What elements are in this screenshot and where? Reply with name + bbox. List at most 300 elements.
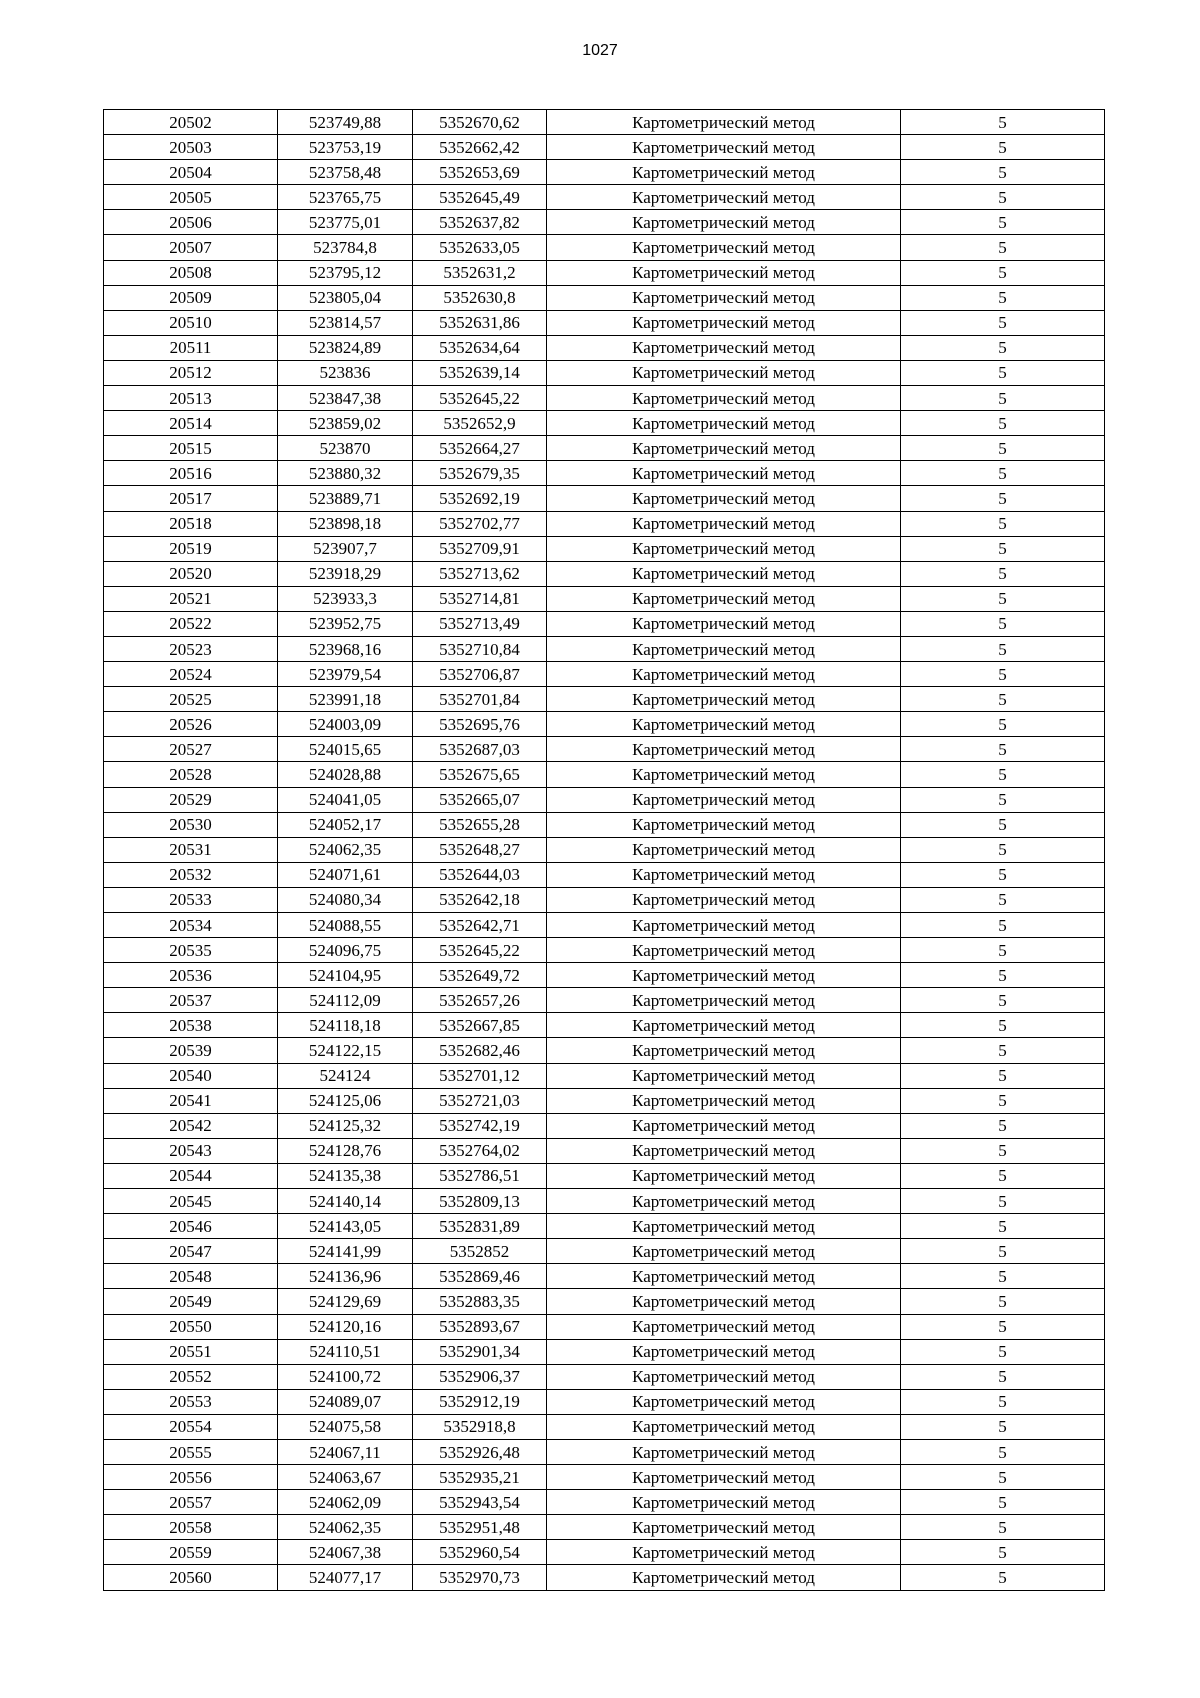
table-row [104, 235, 1105, 260]
y-coordinate-cell: 5352713,49 [413, 611, 547, 636]
y-coordinate-cell: 5352742,19 [413, 1113, 547, 1138]
y-coordinate-cell: 5352682,46 [413, 1038, 547, 1063]
accuracy-cell: 5 [901, 536, 1105, 561]
x-coordinate-cell: 524041,05 [278, 787, 413, 812]
method-cell: Картометрический метод [547, 536, 901, 561]
accuracy-cell: 5 [901, 1163, 1105, 1188]
point-number-cell: 20532 [104, 862, 278, 887]
accuracy-cell: 5 [901, 636, 1105, 661]
point-number-cell: 20526 [104, 712, 278, 737]
point-number-cell: 20515 [104, 436, 278, 461]
accuracy-cell: 5 [901, 461, 1105, 486]
y-coordinate-cell: 5352960,54 [413, 1540, 547, 1565]
method-cell: Картометрический метод [547, 486, 901, 511]
method-cell: Картометрический метод [547, 1138, 901, 1163]
point-number-cell: 20502 [104, 110, 278, 135]
accuracy-cell: 5 [901, 1063, 1105, 1088]
y-coordinate-cell: 5352675,65 [413, 762, 547, 787]
accuracy-cell: 5 [901, 511, 1105, 536]
y-coordinate-cell: 5352642,18 [413, 887, 547, 912]
x-coordinate-cell: 523814,57 [278, 310, 413, 335]
method-cell: Картометрический метод [547, 812, 901, 837]
point-number-cell: 20547 [104, 1239, 278, 1264]
table-row [104, 636, 1105, 661]
point-number-cell: 20549 [104, 1289, 278, 1314]
y-coordinate-cell: 5352653,69 [413, 160, 547, 185]
y-coordinate-cell: 5352687,03 [413, 737, 547, 762]
x-coordinate-cell: 524063,67 [278, 1465, 413, 1490]
point-number-cell: 20552 [104, 1364, 278, 1389]
x-coordinate-cell: 523889,71 [278, 486, 413, 511]
accuracy-cell: 5 [901, 360, 1105, 385]
accuracy-cell: 5 [901, 737, 1105, 762]
accuracy-cell: 5 [901, 712, 1105, 737]
table-row [104, 1314, 1105, 1339]
y-coordinate-cell: 5352901,34 [413, 1339, 547, 1364]
method-cell: Картометрический метод [547, 110, 901, 135]
method-cell: Картометрический метод [547, 1364, 901, 1389]
point-number-cell: 20555 [104, 1439, 278, 1464]
table-row [104, 461, 1105, 486]
x-coordinate-cell: 523847,38 [278, 386, 413, 411]
table-row [104, 762, 1105, 787]
y-coordinate-cell: 5352630,8 [413, 285, 547, 310]
accuracy-cell: 5 [901, 436, 1105, 461]
x-coordinate-cell: 523952,75 [278, 611, 413, 636]
point-number-cell: 20536 [104, 963, 278, 988]
table-row [104, 1038, 1105, 1063]
y-coordinate-cell: 5352710,84 [413, 636, 547, 661]
accuracy-cell: 5 [901, 687, 1105, 712]
point-number-cell: 20554 [104, 1414, 278, 1439]
table-row [104, 1364, 1105, 1389]
table-row [104, 963, 1105, 988]
method-cell: Картометрический метод [547, 436, 901, 461]
y-coordinate-cell: 5352648,27 [413, 837, 547, 862]
accuracy-cell: 5 [901, 260, 1105, 285]
x-coordinate-cell: 524071,61 [278, 862, 413, 887]
point-number-cell: 20524 [104, 662, 278, 687]
y-coordinate-cell: 5352644,03 [413, 862, 547, 887]
point-number-cell: 20527 [104, 737, 278, 762]
y-coordinate-cell: 5352633,05 [413, 235, 547, 260]
accuracy-cell: 5 [901, 787, 1105, 812]
x-coordinate-cell: 523784,8 [278, 235, 413, 260]
method-cell: Картометрический метод [547, 360, 901, 385]
point-number-cell: 20505 [104, 185, 278, 210]
method-cell: Картометрический метод [547, 1113, 901, 1138]
x-coordinate-cell: 523979,54 [278, 662, 413, 687]
accuracy-cell: 5 [901, 135, 1105, 160]
y-coordinate-cell: 5352852 [413, 1239, 547, 1264]
accuracy-cell: 5 [901, 1214, 1105, 1239]
x-coordinate-cell: 523898,18 [278, 511, 413, 536]
point-number-cell: 20523 [104, 636, 278, 661]
y-coordinate-cell: 5352951,48 [413, 1515, 547, 1540]
y-coordinate-cell: 5352764,02 [413, 1138, 547, 1163]
accuracy-cell: 5 [901, 486, 1105, 511]
method-cell: Картометрический метод [547, 210, 901, 235]
point-number-cell: 20545 [104, 1189, 278, 1214]
accuracy-cell: 5 [901, 335, 1105, 360]
x-coordinate-cell: 524118,18 [278, 1013, 413, 1038]
x-coordinate-cell: 523805,04 [278, 285, 413, 310]
x-coordinate-cell: 524028,88 [278, 762, 413, 787]
y-coordinate-cell: 5352869,46 [413, 1264, 547, 1289]
y-coordinate-cell: 5352631,86 [413, 310, 547, 335]
y-coordinate-cell: 5352645,22 [413, 938, 547, 963]
method-cell: Картометрический метод [547, 461, 901, 486]
method-cell: Картометрический метод [547, 611, 901, 636]
method-cell: Картометрический метод [547, 586, 901, 611]
table-row [104, 1163, 1105, 1188]
accuracy-cell: 5 [901, 887, 1105, 912]
x-coordinate-cell: 524062,35 [278, 1515, 413, 1540]
table-row [104, 988, 1105, 1013]
accuracy-cell: 5 [901, 210, 1105, 235]
table-row [104, 260, 1105, 285]
point-number-cell: 20553 [104, 1389, 278, 1414]
table-row [104, 160, 1105, 185]
y-coordinate-cell: 5352701,12 [413, 1063, 547, 1088]
accuracy-cell: 5 [901, 1013, 1105, 1038]
accuracy-cell: 5 [901, 1389, 1105, 1414]
x-coordinate-cell: 524140,14 [278, 1189, 413, 1214]
accuracy-cell: 5 [901, 561, 1105, 586]
x-coordinate-cell: 524125,06 [278, 1088, 413, 1113]
method-cell: Картометрический метод [547, 1214, 901, 1239]
method-cell: Картометрический метод [547, 511, 901, 536]
point-number-cell: 20522 [104, 611, 278, 636]
y-coordinate-cell: 5352714,81 [413, 586, 547, 611]
x-coordinate-cell: 524096,75 [278, 938, 413, 963]
accuracy-cell: 5 [901, 1465, 1105, 1490]
accuracy-cell: 5 [901, 938, 1105, 963]
point-number-cell: 20528 [104, 762, 278, 787]
point-number-cell: 20531 [104, 837, 278, 862]
x-coordinate-cell: 524135,38 [278, 1163, 413, 1188]
x-coordinate-cell: 524104,95 [278, 963, 413, 988]
method-cell: Картометрический метод [547, 1540, 901, 1565]
table-row [104, 662, 1105, 687]
method-cell: Картометрический метод [547, 1189, 901, 1214]
accuracy-cell: 5 [901, 862, 1105, 887]
accuracy-cell: 5 [901, 1264, 1105, 1289]
x-coordinate-cell: 523758,48 [278, 160, 413, 185]
method-cell: Картометрический метод [547, 335, 901, 360]
accuracy-cell: 5 [901, 235, 1105, 260]
x-coordinate-cell: 523795,12 [278, 260, 413, 285]
method-cell: Картометрический метод [547, 411, 901, 436]
x-coordinate-cell: 524124 [278, 1063, 413, 1088]
accuracy-cell: 5 [901, 1088, 1105, 1113]
point-number-cell: 20506 [104, 210, 278, 235]
accuracy-cell: 5 [901, 1364, 1105, 1389]
accuracy-cell: 5 [901, 285, 1105, 310]
method-cell: Картометрический метод [547, 1414, 901, 1439]
point-number-cell: 20538 [104, 1013, 278, 1038]
table-row [104, 1063, 1105, 1088]
point-number-cell: 20543 [104, 1138, 278, 1163]
table-row [104, 386, 1105, 411]
y-coordinate-cell: 5352701,84 [413, 687, 547, 712]
coordinates-table [103, 109, 1105, 1591]
x-coordinate-cell: 524052,17 [278, 812, 413, 837]
point-number-cell: 20537 [104, 988, 278, 1013]
method-cell: Картометрический метод [547, 185, 901, 210]
x-coordinate-cell: 523870 [278, 436, 413, 461]
y-coordinate-cell: 5352645,22 [413, 386, 547, 411]
x-coordinate-cell: 524080,34 [278, 887, 413, 912]
x-coordinate-cell: 524141,99 [278, 1239, 413, 1264]
method-cell: Картометрический метод [547, 260, 901, 285]
point-number-cell: 20507 [104, 235, 278, 260]
y-coordinate-cell: 5352893,67 [413, 1314, 547, 1339]
point-number-cell: 20530 [104, 812, 278, 837]
accuracy-cell: 5 [901, 1314, 1105, 1339]
x-coordinate-cell: 523824,89 [278, 335, 413, 360]
method-cell: Картометрический метод [547, 1239, 901, 1264]
x-coordinate-cell: 523859,02 [278, 411, 413, 436]
method-cell: Картометрический метод [547, 988, 901, 1013]
y-coordinate-cell: 5352645,49 [413, 185, 547, 210]
method-cell: Картометрический метод [547, 561, 901, 586]
method-cell: Картометрический метод [547, 938, 901, 963]
accuracy-cell: 5 [901, 963, 1105, 988]
method-cell: Картометрический метод [547, 787, 901, 812]
table-row [104, 837, 1105, 862]
point-number-cell: 20550 [104, 1314, 278, 1339]
method-cell: Картометрический метод [547, 285, 901, 310]
accuracy-cell: 5 [901, 411, 1105, 436]
point-number-cell: 20520 [104, 561, 278, 586]
x-coordinate-cell: 523765,75 [278, 185, 413, 210]
accuracy-cell: 5 [901, 1289, 1105, 1314]
y-coordinate-cell: 5352664,27 [413, 436, 547, 461]
accuracy-cell: 5 [901, 1138, 1105, 1163]
table-row [104, 135, 1105, 160]
accuracy-cell: 5 [901, 1490, 1105, 1515]
y-coordinate-cell: 5352692,19 [413, 486, 547, 511]
point-number-cell: 20556 [104, 1465, 278, 1490]
x-coordinate-cell: 524112,09 [278, 988, 413, 1013]
table-row [104, 887, 1105, 912]
y-coordinate-cell: 5352906,37 [413, 1364, 547, 1389]
point-number-cell: 20535 [104, 938, 278, 963]
y-coordinate-cell: 5352670,62 [413, 110, 547, 135]
method-cell: Картометрический метод [547, 1063, 901, 1088]
point-number-cell: 20525 [104, 687, 278, 712]
accuracy-cell: 5 [901, 160, 1105, 185]
table-row [104, 310, 1105, 335]
accuracy-cell: 5 [901, 611, 1105, 636]
x-coordinate-cell: 523775,01 [278, 210, 413, 235]
y-coordinate-cell: 5352912,19 [413, 1389, 547, 1414]
table-row [104, 110, 1105, 135]
point-number-cell: 20503 [104, 135, 278, 160]
y-coordinate-cell: 5352662,42 [413, 135, 547, 160]
y-coordinate-cell: 5352679,35 [413, 461, 547, 486]
y-coordinate-cell: 5352935,21 [413, 1465, 547, 1490]
accuracy-cell: 5 [901, 1565, 1105, 1590]
table-row [104, 1515, 1105, 1540]
x-coordinate-cell: 524089,07 [278, 1389, 413, 1414]
x-coordinate-cell: 524128,76 [278, 1138, 413, 1163]
table-row [104, 185, 1105, 210]
point-number-cell: 20539 [104, 1038, 278, 1063]
table-row [104, 1465, 1105, 1490]
table-row [104, 1113, 1105, 1138]
x-coordinate-cell: 524088,55 [278, 913, 413, 938]
point-number-cell: 20551 [104, 1339, 278, 1364]
table-row [104, 1264, 1105, 1289]
x-coordinate-cell: 523907,7 [278, 536, 413, 561]
method-cell: Картометрический метод [547, 662, 901, 687]
method-cell: Картометрический метод [547, 1088, 901, 1113]
x-coordinate-cell: 524062,09 [278, 1490, 413, 1515]
method-cell: Картометрический метод [547, 913, 901, 938]
method-cell: Картометрический метод [547, 1490, 901, 1515]
y-coordinate-cell: 5352665,07 [413, 787, 547, 812]
y-coordinate-cell: 5352918,8 [413, 1414, 547, 1439]
x-coordinate-cell: 524122,15 [278, 1038, 413, 1063]
y-coordinate-cell: 5352637,82 [413, 210, 547, 235]
accuracy-cell: 5 [901, 913, 1105, 938]
y-coordinate-cell: 5352657,26 [413, 988, 547, 1013]
accuracy-cell: 5 [901, 586, 1105, 611]
method-cell: Картометрический метод [547, 1339, 901, 1364]
y-coordinate-cell: 5352642,71 [413, 913, 547, 938]
y-coordinate-cell: 5352655,28 [413, 812, 547, 837]
y-coordinate-cell: 5352809,13 [413, 1189, 547, 1214]
table-row [104, 1490, 1105, 1515]
x-coordinate-cell: 523749,88 [278, 110, 413, 135]
point-number-cell: 20542 [104, 1113, 278, 1138]
accuracy-cell: 5 [901, 110, 1105, 135]
x-coordinate-cell: 523918,29 [278, 561, 413, 586]
point-number-cell: 20510 [104, 310, 278, 335]
table-row [104, 1289, 1105, 1314]
table-row [104, 486, 1105, 511]
accuracy-cell: 5 [901, 1038, 1105, 1063]
table-row [104, 335, 1105, 360]
table-row [104, 285, 1105, 310]
accuracy-cell: 5 [901, 1189, 1105, 1214]
point-number-cell: 20540 [104, 1063, 278, 1088]
table-row [104, 862, 1105, 887]
accuracy-cell: 5 [901, 310, 1105, 335]
point-number-cell: 20513 [104, 386, 278, 411]
table-row [104, 586, 1105, 611]
accuracy-cell: 5 [901, 1414, 1105, 1439]
method-cell: Картометрический метод [547, 1013, 901, 1038]
method-cell: Картометрический метод [547, 1038, 901, 1063]
point-number-cell: 20546 [104, 1214, 278, 1239]
point-number-cell: 20508 [104, 260, 278, 285]
table-row [104, 1439, 1105, 1464]
point-number-cell: 20548 [104, 1264, 278, 1289]
table-row [104, 511, 1105, 536]
x-coordinate-cell: 523836 [278, 360, 413, 385]
y-coordinate-cell: 5352970,73 [413, 1565, 547, 1590]
method-cell: Картометрический метод [547, 687, 901, 712]
point-number-cell: 20558 [104, 1515, 278, 1540]
y-coordinate-cell: 5352631,2 [413, 260, 547, 285]
accuracy-cell: 5 [901, 762, 1105, 787]
x-coordinate-cell: 523880,32 [278, 461, 413, 486]
x-coordinate-cell: 523933,3 [278, 586, 413, 611]
table-row [104, 210, 1105, 235]
method-cell: Картометрический метод [547, 837, 901, 862]
method-cell: Картометрический метод [547, 1264, 901, 1289]
x-coordinate-cell: 524110,51 [278, 1339, 413, 1364]
coordinates-table-body [104, 110, 1105, 1591]
accuracy-cell: 5 [901, 988, 1105, 1013]
point-number-cell: 20519 [104, 536, 278, 561]
accuracy-cell: 5 [901, 1540, 1105, 1565]
y-coordinate-cell: 5352649,72 [413, 963, 547, 988]
y-coordinate-cell: 5352721,03 [413, 1088, 547, 1113]
x-coordinate-cell: 523991,18 [278, 687, 413, 712]
method-cell: Картометрический метод [547, 1314, 901, 1339]
table-row [104, 360, 1105, 385]
page-number: 1027 [582, 42, 618, 59]
table-row [104, 687, 1105, 712]
accuracy-cell: 5 [901, 1339, 1105, 1364]
x-coordinate-cell: 524075,58 [278, 1414, 413, 1439]
table-row [104, 1565, 1105, 1590]
point-number-cell: 20521 [104, 586, 278, 611]
table-row [104, 536, 1105, 561]
method-cell: Картометрический метод [547, 737, 901, 762]
method-cell: Картометрический метод [547, 862, 901, 887]
accuracy-cell: 5 [901, 812, 1105, 837]
point-number-cell: 20504 [104, 160, 278, 185]
method-cell: Картометрический метод [547, 135, 901, 160]
table-row [104, 1239, 1105, 1264]
method-cell: Картометрический метод [547, 1465, 901, 1490]
x-coordinate-cell: 524077,17 [278, 1565, 413, 1590]
x-coordinate-cell: 524062,35 [278, 837, 413, 862]
y-coordinate-cell: 5352831,89 [413, 1214, 547, 1239]
point-number-cell: 20511 [104, 335, 278, 360]
method-cell: Картометрический метод [547, 1289, 901, 1314]
table-row [104, 1339, 1105, 1364]
y-coordinate-cell: 5352926,48 [413, 1439, 547, 1464]
accuracy-cell: 5 [901, 1439, 1105, 1464]
x-coordinate-cell: 524003,09 [278, 712, 413, 737]
point-number-cell: 20512 [104, 360, 278, 385]
y-coordinate-cell: 5352943,54 [413, 1490, 547, 1515]
table-row [104, 1138, 1105, 1163]
method-cell: Картометрический метод [547, 386, 901, 411]
table-row [104, 1013, 1105, 1038]
point-number-cell: 20544 [104, 1163, 278, 1188]
y-coordinate-cell: 5352634,64 [413, 335, 547, 360]
x-coordinate-cell: 524067,11 [278, 1439, 413, 1464]
method-cell: Картометрический метод [547, 636, 901, 661]
table-row [104, 938, 1105, 963]
point-number-cell: 20517 [104, 486, 278, 511]
table-row [104, 812, 1105, 837]
method-cell: Картометрический метод [547, 762, 901, 787]
method-cell: Картометрический метод [547, 160, 901, 185]
point-number-cell: 20509 [104, 285, 278, 310]
x-coordinate-cell: 524015,65 [278, 737, 413, 762]
point-number-cell: 20518 [104, 511, 278, 536]
y-coordinate-cell: 5352709,91 [413, 536, 547, 561]
y-coordinate-cell: 5352786,51 [413, 1163, 547, 1188]
